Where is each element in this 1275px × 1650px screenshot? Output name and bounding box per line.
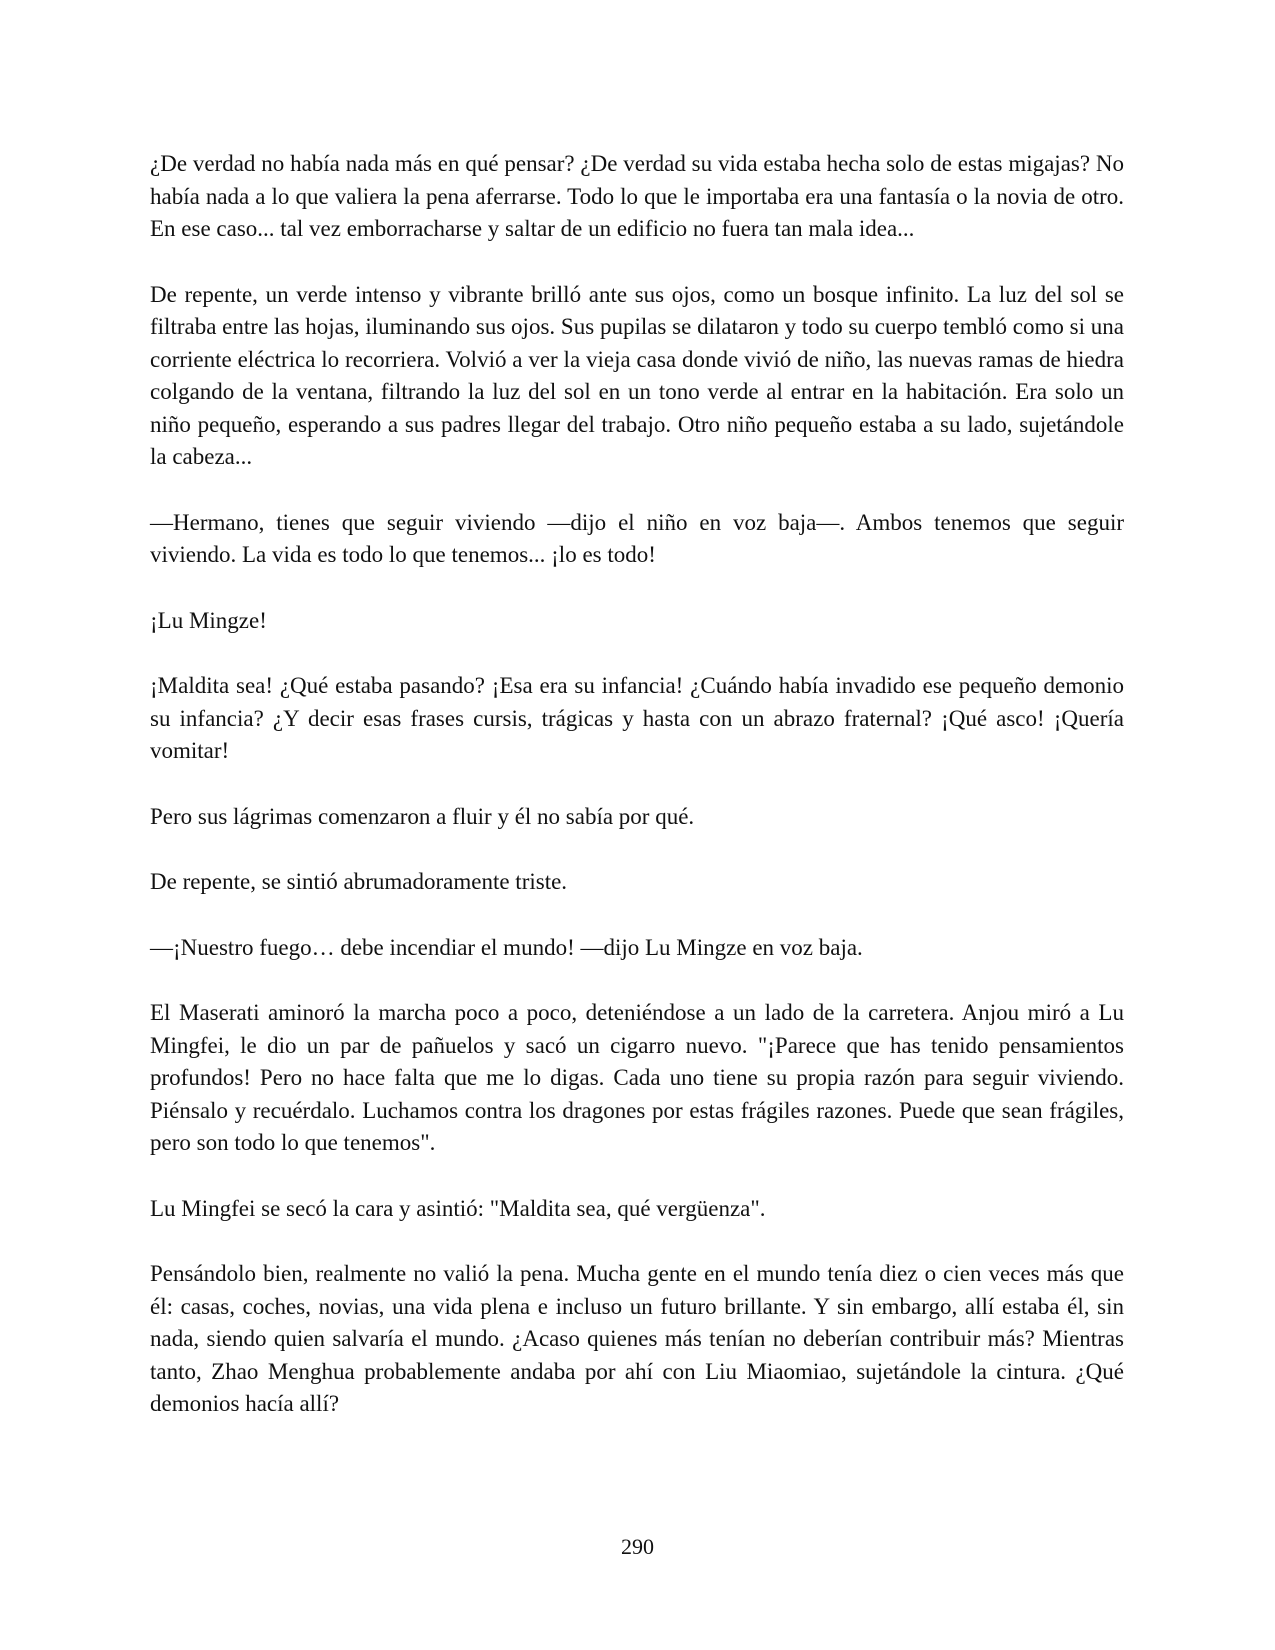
paragraph-8: —¡Nuestro fuego… debe incendiar el mundo! —dijo Lu Mingze en voz baja. [150, 934, 863, 960]
paragraph-10: Lu Mingfei se secó la cara y asintió: "Maldita sea, qué vergüenza". [150, 1195, 766, 1221]
paragraph-7: De repente, se sintió abrumadoramente triste. [150, 869, 568, 894]
paragraph-11: Pensándolo bien, realmente no valió la pena. Mucha gente en el mundo tenía diez o cien veces más que él: casas, coches, novias, una vida plena e incluso un futuro brillante. Y sin embargo, allí estaba él, sin nada, siendo quien salvaría el mundo. ¿Acaso quienes más tenían no deberían contribuir más? Mientras tanto, Zhao Menghua probablemente andaba por ahí con Liu Miaomiao, sujetándole la cintura. ¿Qué demonios hacía allí? [150, 1261, 1124, 1416]
paragraph-9: El Maserati aminoró la marcha poco a poco, deteniéndose a un lado de la carretera. Anjou miró a Lu Mingfei, le dio un par de pañuelos y sacó un cigarro nuevo. "¡Parece que has tenido pensamientos profundos! Pero no hace falta que me lo digas. Cada uno tiene su propia razón para seguir viviendo. Piénsalo y recuérdalo. Luchamos contra los dragones por estas frágiles razones. Puede que sean frágiles, pero son todo lo que tenemos". [150, 1000, 1124, 1155]
paragraph-3: —Hermano, tienes que seguir viviendo —dijo el niño en voz baja—. Ambos tenemos que seguir viviendo. La vida es todo lo que tenemos... ¡lo es todo! [150, 509, 1124, 567]
paragraph-1: ¿De verdad no había nada más en qué pensar? ¿De verdad su vida estaba hecha solo de estas migajas? No había nada a lo que valiera la pena aferrarse. Todo lo que le importaba era una fantasía o la novia de otro. En ese caso... tal vez emborracharse y saltar de un edificio no fuera tan mala idea... [150, 151, 1124, 241]
paragraph-5: ¡Maldita sea! ¿Qué estaba pasando? ¡Esa era su infancia! ¿Cuándo había invadido ese pequeño demonio su infancia? ¿Y decir esas frases cursis, trágicas y hasta con un abrazo fraternal? ¡Qué asco! ¡Quería vomitar! [150, 673, 1124, 763]
page-body [150, 148, 1124, 1454]
paragraph-6: Pero sus lágrimas comenzaron a fluir y él no sabía por qué. [150, 803, 695, 829]
page-number: 290 [621, 1534, 654, 1559]
paragraph-2: De repente, un verde intenso y vibrante brilló ante sus ojos, como un bosque infinito. La luz del sol se filtraba entre las hojas, iluminando sus ojos. Sus pupilas se dilataron y todo su cuerpo tembló como si una corriente eléctrica lo recorriera. Volvió a ver la vieja casa donde vivió de niño, las nuevas ramas de hiedra colgando de la ventana, filtrando la luz del sol en un tono verde al entrar en la habitación. Era solo un niño pequeño, esperando a sus padres llegar del trabajo. Otro niño pequeño estaba a su lado, sujetándole la cabeza... [150, 281, 1124, 469]
paragraph-4: ¡Lu Mingze! [150, 607, 267, 633]
